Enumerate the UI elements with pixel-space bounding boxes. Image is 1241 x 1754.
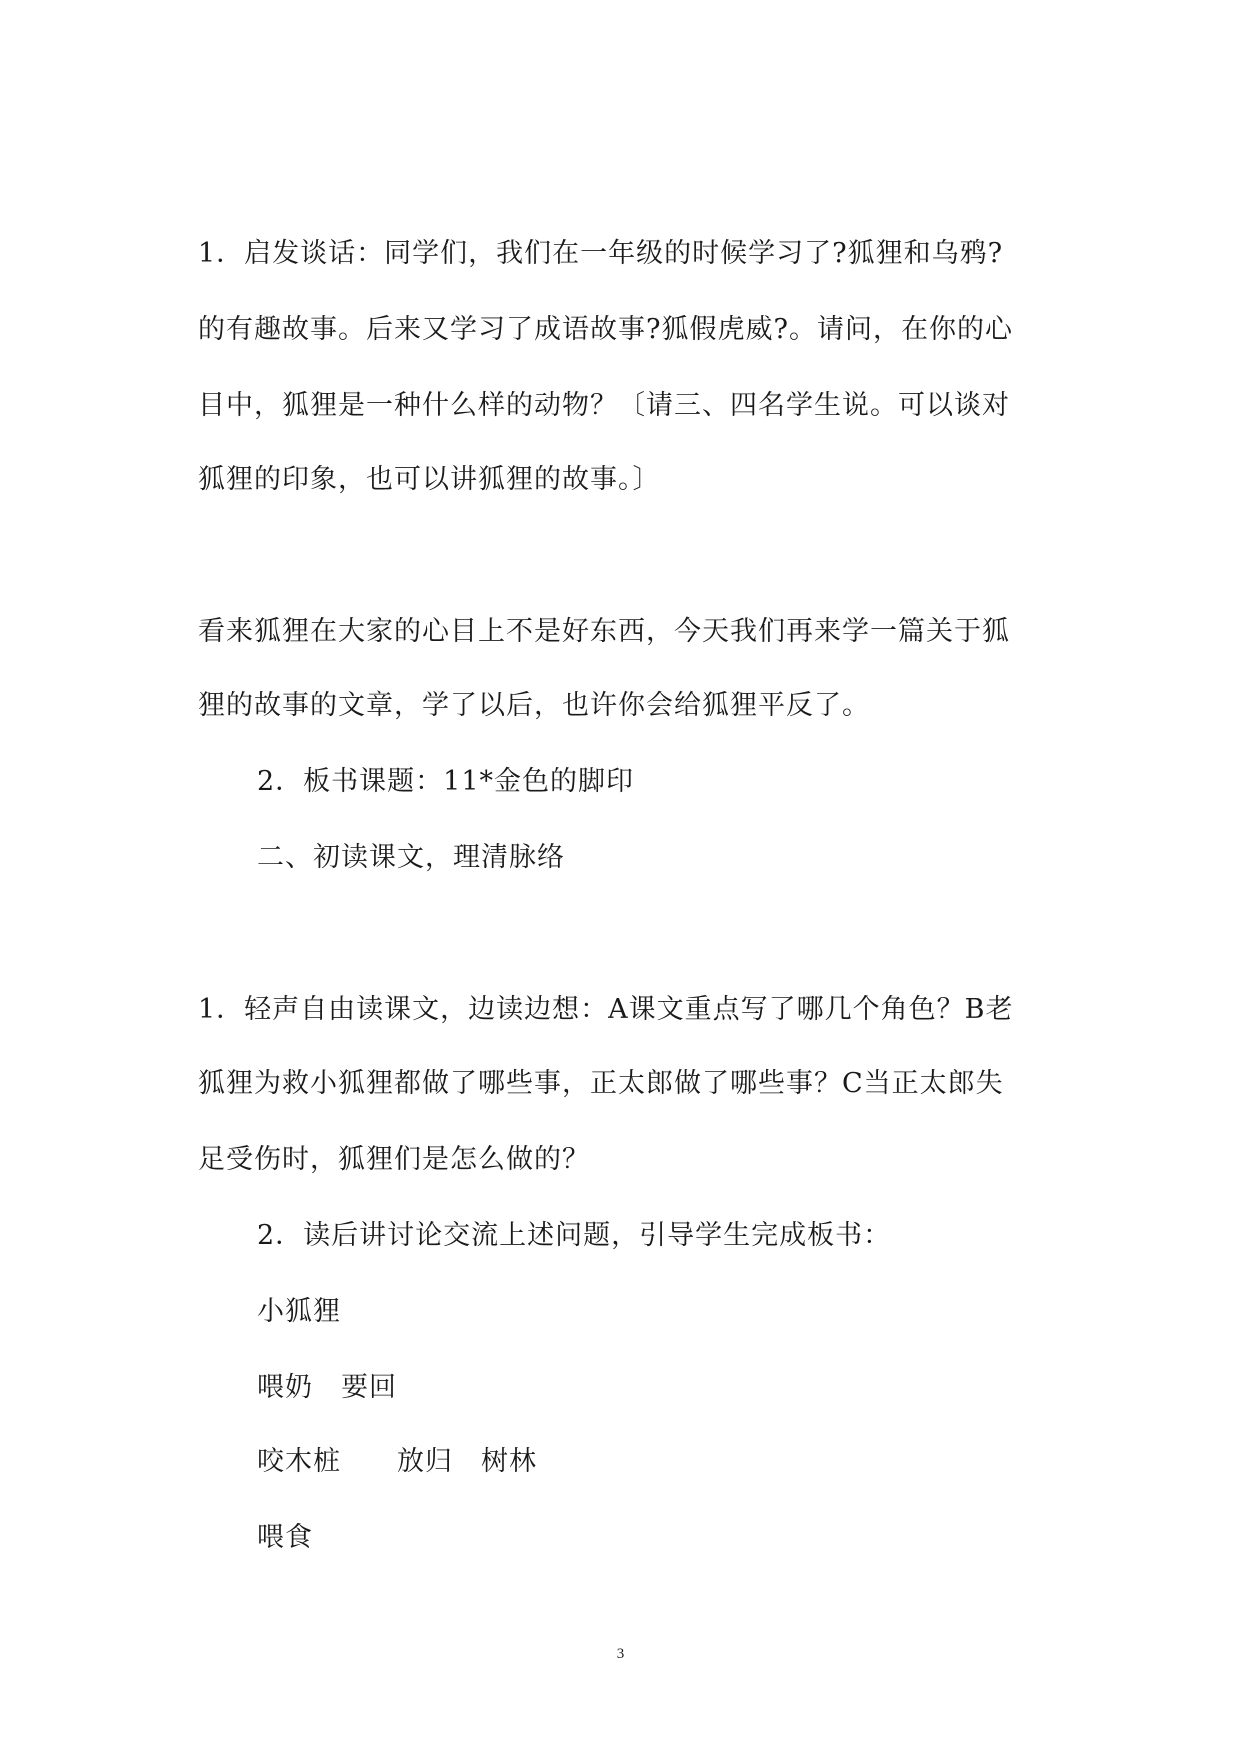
board-title-step: 2．板书课题：11*金色的脚印 [257, 766, 635, 797]
paragraph-reading-line-3: 足受伤时，狐狸们是怎么做的？ [198, 1144, 590, 1175]
paragraph-intro-line-2: 的有趣故事。后来又学习了成语故事?狐假虎威?。请问，在你的心 [198, 314, 1013, 345]
board-item: 咬木桩 放归 树林 [257, 1446, 537, 1477]
paragraph-intro-line-4: 狐狸的印象，也可以讲狐狸的故事。〕 [198, 464, 661, 495]
paragraph-reading-line-2: 狐狸为救小狐狸都做了哪些事，正太郎做了哪些事？C当正太郎失 [198, 1068, 1004, 1099]
discussion-step: 2．读后讲讨论交流上述问题，引导学生完成板书： [257, 1220, 892, 1251]
paragraph-intro-line-1: 1．启发谈话：同学们，我们在一年级的时候学习了?狐狸和乌鸦? [198, 238, 1004, 269]
paragraph-transition-line-1: 看来狐狸在大家的心目上不是好东西，今天我们再来学一篇关于狐 [198, 616, 1010, 647]
paragraph-intro-line-3: 目中，狐狸是一种什么样的动物？〔请三、四名学生说。可以谈对 [198, 390, 1010, 421]
paragraph-reading-line-1: 1．轻声自由读课文，边读边想：A课文重点写了哪几个角色？B老 [198, 994, 1014, 1025]
board-item: 小狐狸 [257, 1296, 341, 1327]
paragraph-transition-line-2: 狸的故事的文章，学了以后，也许你会给狐狸平反了。 [198, 690, 870, 721]
page-number: 3 [616, 1646, 625, 1662]
section-heading: 二、初读课文，理清脉络 [257, 842, 565, 873]
board-item: 喂食 [257, 1522, 313, 1553]
board-item: 喂奶 要回 [257, 1372, 397, 1403]
